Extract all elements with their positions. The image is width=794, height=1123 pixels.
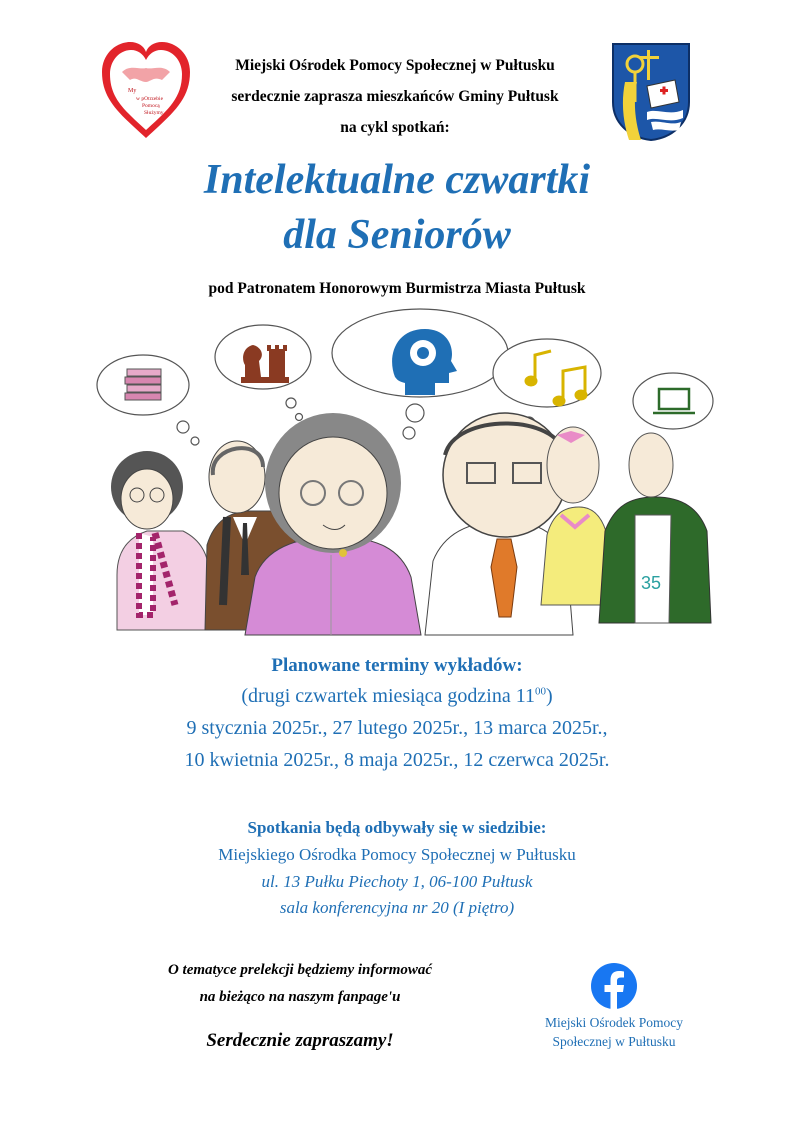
logo-text-1: My <box>128 88 137 94</box>
venue-line-1: Miejskiego Ośrodka Pomocy Społecznej w Pułtusku <box>218 845 576 864</box>
books-icon <box>125 369 161 400</box>
schedule-note-close: ) <box>545 685 553 707</box>
header-line-1: Miejski Ośrodek Pomocy Społecznej w Pułtusku <box>235 57 555 74</box>
schedule-note-text: (drugi czwartek miesiąca godzina 11 <box>241 685 535 707</box>
logo-text-4: Służymy <box>144 110 164 116</box>
heart-logo-icon <box>100 40 192 140</box>
title-line-1: Intelektualne czwartki <box>203 157 591 203</box>
patronage-text: pod Patronatem Honorowym Burmistrza Miasta Pułtusk <box>208 280 586 297</box>
logo-text-3: Pomocą <box>142 103 160 109</box>
schedule-dates-line-1: 9 stycznia 2025r., 27 lutego 2025r., 13 marca 2025r., <box>186 717 608 739</box>
facebook-icon <box>590 962 638 1010</box>
fb-caption-line-1: Miejski Ośrodek Pomocy <box>545 1015 683 1030</box>
shirt-number-text: 35 <box>641 573 662 593</box>
info-line-1: O tematyce prelekcji będziemy informować <box>167 962 433 978</box>
coat-of-arms-icon <box>611 42 691 142</box>
header-line-2: serdecznie zaprasza mieszkańców Gminy Pułtusk <box>231 88 559 105</box>
fb-caption-line-2: Społecznej w Pułtusku <box>552 1034 676 1049</box>
closing-text: Serdecznie zapraszamy! <box>206 1030 394 1051</box>
schedule-note <box>0 685 794 708</box>
venue-line-2: ul. 13 Pułku Piechoty 1, 06-100 Pułtusk <box>261 872 533 891</box>
info-line-2: na bieżąco na naszym fanpage'u <box>199 989 401 1005</box>
venue-line-3: sala konferencyjna nr 20 (I piętro) <box>279 898 515 917</box>
facebook-link[interactable] <box>590 962 638 1010</box>
venue-heading: Spotkania będą odbywały się w siedzibie: <box>247 818 547 837</box>
schedule-heading: Planowane terminy wykładów: <box>271 655 523 676</box>
schedule-dates-line-2: 10 kwietnia 2025r., 8 maja 2025r., 12 czerwca 2025r. <box>184 749 610 771</box>
logo-text-2: w pOtrzebie <box>136 96 164 102</box>
man-green-jacket-figure <box>599 433 711 623</box>
title-line-2: dla Seniorów <box>283 212 511 258</box>
woman-left-figure <box>111 451 209 630</box>
schedule-note-minutes: 00 <box>534 685 546 698</box>
header-line-3: na cykl spotkań: <box>340 119 450 136</box>
seniors-illustration <box>95 305 715 640</box>
